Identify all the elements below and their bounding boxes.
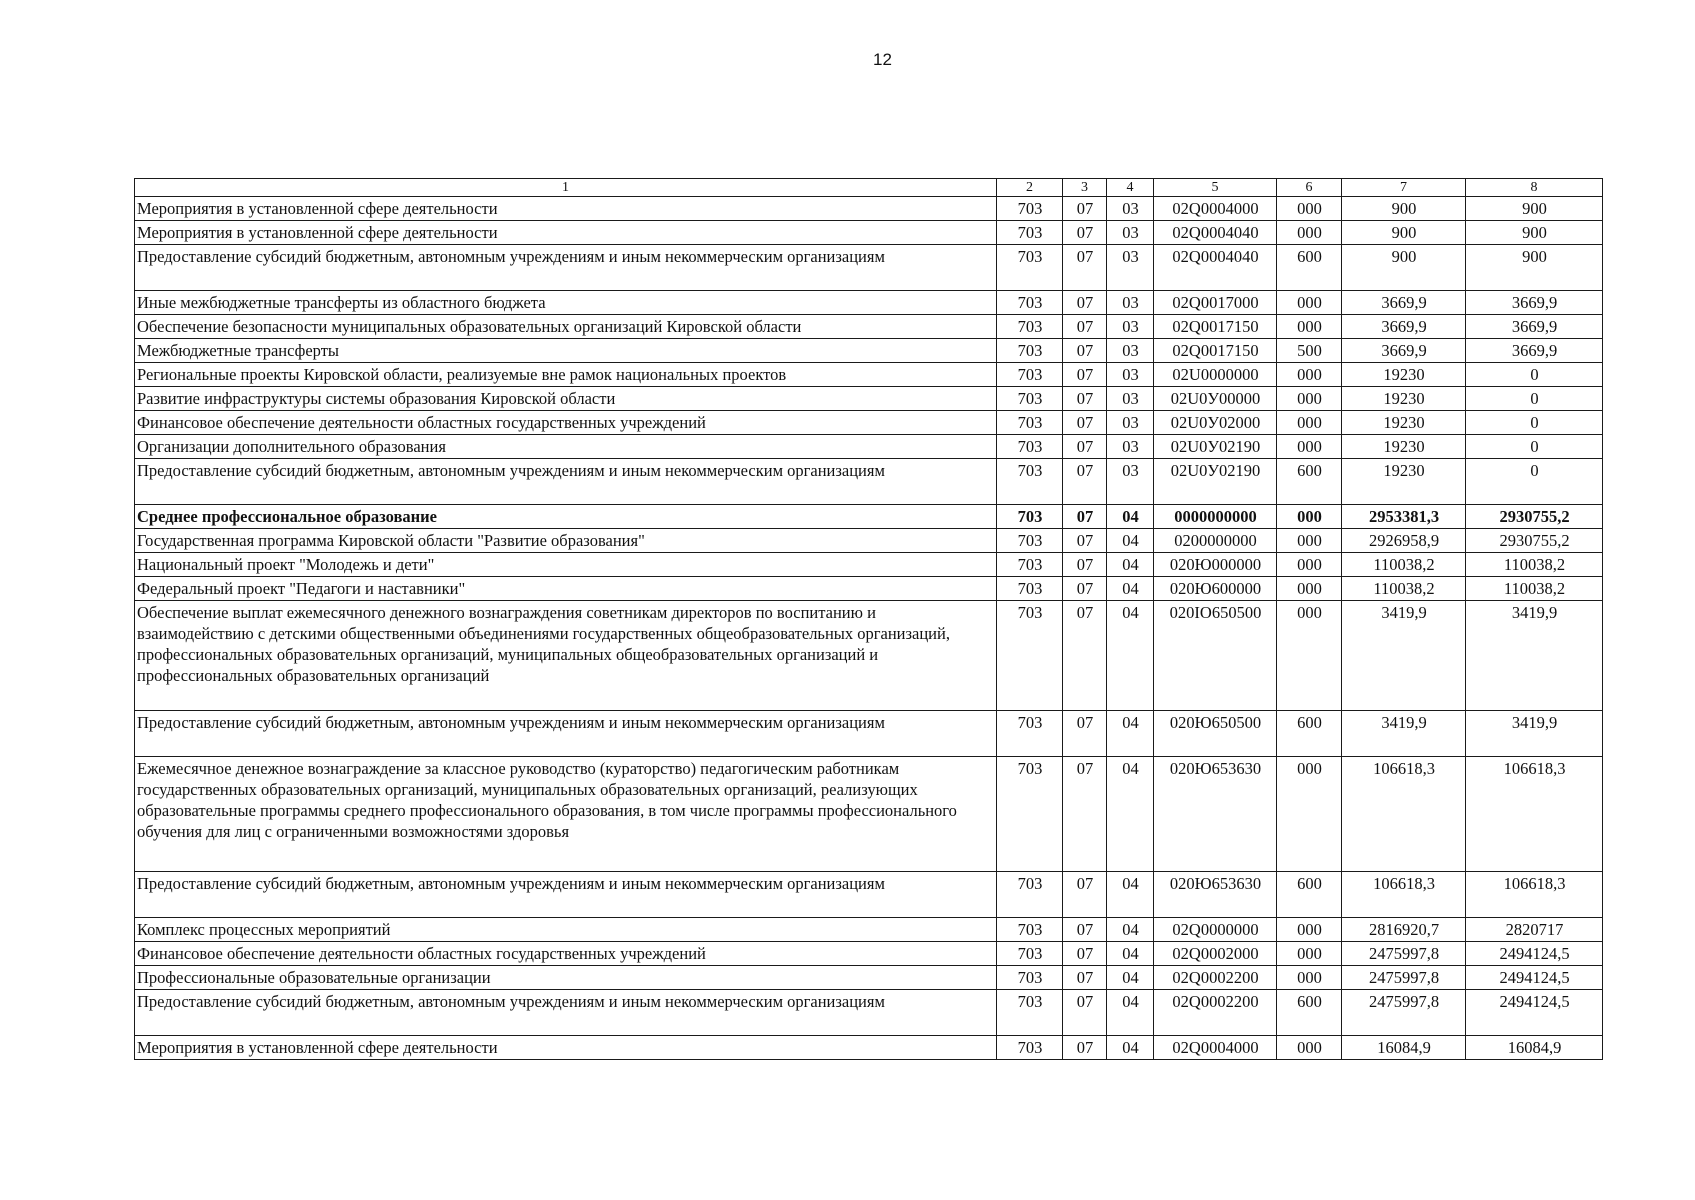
column-5-cell: 0000000000 <box>1154 505 1277 529</box>
column-5-cell: 02Q0002200 <box>1154 990 1277 1036</box>
column-2-cell: 703 <box>997 918 1063 942</box>
column-3-cell: 07 <box>1063 245 1107 291</box>
column-6-cell: 000 <box>1277 553 1342 577</box>
row-name-cell: Региональные проекты Кировской области, реализуемые вне рамок национальных проектов <box>135 363 997 387</box>
column-7-cell: 3419,9 <box>1342 711 1466 757</box>
column-2-cell: 703 <box>997 1036 1063 1060</box>
column-5-cell: 02U0У00000 <box>1154 387 1277 411</box>
column-6-cell: 000 <box>1277 577 1342 601</box>
column-3-cell: 07 <box>1063 990 1107 1036</box>
table-row <box>135 577 1603 601</box>
row-name-cell: Межбюджетные трансферты <box>135 339 997 363</box>
column-4-cell: 04 <box>1107 505 1154 529</box>
column-5-cell: 020Ю600000 <box>1154 577 1277 601</box>
column-8-cell: 0 <box>1466 435 1603 459</box>
table-row <box>135 918 1603 942</box>
column-6-cell: 600 <box>1277 711 1342 757</box>
table-row <box>135 315 1603 339</box>
column-4-cell: 04 <box>1107 601 1154 711</box>
column-7-cell: 110038,2 <box>1342 577 1466 601</box>
column-8-cell: 3419,9 <box>1466 711 1603 757</box>
column-6-cell: 000 <box>1277 942 1342 966</box>
row-name-cell: Предоставление субсидий бюджетным, автономным учреждениям и иным некоммерческим организациям <box>135 459 997 505</box>
column-7-cell: 16084,9 <box>1342 1036 1466 1060</box>
column-2-cell: 703 <box>997 872 1063 918</box>
column-5-cell: 02Q0017150 <box>1154 339 1277 363</box>
column-2-cell: 703 <box>997 339 1063 363</box>
page-number: 12 <box>873 50 892 69</box>
column-8-cell: 900 <box>1466 245 1603 291</box>
column-6-cell: 000 <box>1277 197 1342 221</box>
column-7-cell: 2816920,7 <box>1342 918 1466 942</box>
column-4-cell: 04 <box>1107 1036 1154 1060</box>
column-5-cell: 02Q0017000 <box>1154 291 1277 315</box>
column-3-cell: 07 <box>1063 757 1107 872</box>
row-name-cell: Предоставление субсидий бюджетным, автономным учреждениям и иным некоммерческим организациям <box>135 990 997 1036</box>
column-3-cell: 07 <box>1063 315 1107 339</box>
table-row <box>135 459 1603 505</box>
column-7-cell: 3669,9 <box>1342 291 1466 315</box>
column-6-cell: 500 <box>1277 339 1342 363</box>
column-2-cell: 703 <box>997 411 1063 435</box>
column-6-cell: 600 <box>1277 990 1342 1036</box>
header-cell: 3 <box>1063 179 1107 197</box>
column-6-cell: 600 <box>1277 245 1342 291</box>
column-3-cell: 07 <box>1063 918 1107 942</box>
column-3-cell: 07 <box>1063 221 1107 245</box>
table-row <box>135 291 1603 315</box>
column-3-cell: 07 <box>1063 529 1107 553</box>
row-name-cell: Национальный проект "Молодежь и дети" <box>135 553 997 577</box>
column-8-cell: 0 <box>1466 363 1603 387</box>
column-3-cell: 07 <box>1063 966 1107 990</box>
row-name-cell: Государственная программа Кировской области "Развитие образования" <box>135 529 997 553</box>
column-8-cell: 2930755,2 <box>1466 505 1603 529</box>
column-6-cell: 000 <box>1277 1036 1342 1060</box>
column-5-cell: 02U0У02190 <box>1154 459 1277 505</box>
row-name-cell: Организации дополнительного образования <box>135 435 997 459</box>
row-name-cell: Финансовое обеспечение деятельности областных государственных учреждений <box>135 411 997 435</box>
column-8-cell: 106618,3 <box>1466 872 1603 918</box>
column-2-cell: 703 <box>997 577 1063 601</box>
row-name-cell: Профессиональные образовательные организации <box>135 966 997 990</box>
column-7-cell: 19230 <box>1342 459 1466 505</box>
column-3-cell: 07 <box>1063 553 1107 577</box>
column-6-cell: 600 <box>1277 459 1342 505</box>
table-row <box>135 197 1603 221</box>
column-5-cell: 02Q0004000 <box>1154 1036 1277 1060</box>
column-3-cell: 07 <box>1063 505 1107 529</box>
column-7-cell: 2475997,8 <box>1342 942 1466 966</box>
column-3-cell: 07 <box>1063 339 1107 363</box>
row-name-cell: Обеспечение выплат ежемесячного денежного вознаграждения советникам директоров по воспитанию и взаимодействию с детскими общественными объединениями государственных общеобразовательных организаций, профессиональных образовательных организаций, муниципальных общеобразовательных организаций и профессиональных образовательных организаций <box>135 601 997 711</box>
column-4-cell: 03 <box>1107 291 1154 315</box>
column-8-cell: 2494124,5 <box>1466 942 1603 966</box>
column-4-cell: 04 <box>1107 918 1154 942</box>
table-row <box>135 221 1603 245</box>
column-5-cell: 020IO650500 <box>1154 601 1277 711</box>
column-5-cell: 02U0000000 <box>1154 363 1277 387</box>
column-2-cell: 703 <box>997 711 1063 757</box>
row-name-cell: Финансовое обеспечение деятельности областных государственных учреждений <box>135 942 997 966</box>
column-3-cell: 07 <box>1063 872 1107 918</box>
column-6-cell: 000 <box>1277 363 1342 387</box>
column-2-cell: 703 <box>997 291 1063 315</box>
column-4-cell: 04 <box>1107 711 1154 757</box>
header-cell: 8 <box>1466 179 1603 197</box>
column-5-cell: 02Q0004040 <box>1154 245 1277 291</box>
table-row <box>135 363 1603 387</box>
column-2-cell: 703 <box>997 990 1063 1036</box>
table-row <box>135 435 1603 459</box>
column-4-cell: 04 <box>1107 529 1154 553</box>
column-5-cell: 020Ю653630 <box>1154 757 1277 872</box>
column-3-cell: 07 <box>1063 197 1107 221</box>
column-8-cell: 2494124,5 <box>1466 990 1603 1036</box>
column-3-cell: 07 <box>1063 1036 1107 1060</box>
row-name-cell: Развитие инфраструктуры системы образования Кировской области <box>135 387 997 411</box>
column-6-cell: 000 <box>1277 529 1342 553</box>
column-6-cell: 600 <box>1277 872 1342 918</box>
column-4-cell: 03 <box>1107 435 1154 459</box>
column-5-cell: 020Ю000000 <box>1154 553 1277 577</box>
table-row <box>135 872 1603 918</box>
column-7-cell: 2953381,3 <box>1342 505 1466 529</box>
budget-table <box>134 178 1603 1060</box>
table-row <box>135 553 1603 577</box>
column-5-cell: 0200000000 <box>1154 529 1277 553</box>
row-name-cell: Комплекс процессных мероприятий <box>135 918 997 942</box>
row-name-cell: Предоставление субсидий бюджетным, автономным учреждениям и иным некоммерческим организациям <box>135 245 997 291</box>
table-row <box>135 1036 1603 1060</box>
column-8-cell: 0 <box>1466 411 1603 435</box>
column-6-cell: 000 <box>1277 411 1342 435</box>
column-8-cell: 2930755,2 <box>1466 529 1603 553</box>
column-2-cell: 703 <box>997 757 1063 872</box>
column-7-cell: 2475997,8 <box>1342 990 1466 1036</box>
column-4-cell: 04 <box>1107 990 1154 1036</box>
column-8-cell: 110038,2 <box>1466 553 1603 577</box>
column-6-cell: 000 <box>1277 387 1342 411</box>
column-6-cell: 000 <box>1277 918 1342 942</box>
column-8-cell: 0 <box>1466 459 1603 505</box>
row-name-cell: Обеспечение безопасности муниципальных образовательных организаций Кировской области <box>135 315 997 339</box>
table-row <box>135 990 1603 1036</box>
table-row <box>135 601 1603 711</box>
column-7-cell: 900 <box>1342 197 1466 221</box>
table-row <box>135 711 1603 757</box>
column-3-cell: 07 <box>1063 291 1107 315</box>
column-2-cell: 703 <box>997 459 1063 505</box>
column-2-cell: 703 <box>997 553 1063 577</box>
column-7-cell: 2926958,9 <box>1342 529 1466 553</box>
column-8-cell: 0 <box>1466 387 1603 411</box>
row-name-cell: Ежемесячное денежное вознаграждение за классное руководство (кураторство) педагогическим работникам государственных образовательных организаций, муниципальных образовательных организаций, реализующих образовательные программы среднего профессионального образования, в том числе программы профессионального обучения для лиц с ограниченными возможностями здоровья <box>135 757 997 872</box>
column-7-cell: 3669,9 <box>1342 339 1466 363</box>
column-7-cell: 19230 <box>1342 387 1466 411</box>
column-2-cell: 703 <box>997 363 1063 387</box>
column-2-cell: 703 <box>997 221 1063 245</box>
column-4-cell: 04 <box>1107 872 1154 918</box>
column-4-cell: 04 <box>1107 553 1154 577</box>
column-5-cell: 02Q0004040 <box>1154 221 1277 245</box>
column-2-cell: 703 <box>997 601 1063 711</box>
column-2-cell: 703 <box>997 315 1063 339</box>
column-8-cell: 3669,9 <box>1466 339 1603 363</box>
column-2-cell: 703 <box>997 966 1063 990</box>
row-name-cell: Среднее профессиональное образование <box>135 505 997 529</box>
column-2-cell: 703 <box>997 529 1063 553</box>
column-5-cell: 02Q0000000 <box>1154 918 1277 942</box>
column-5-cell: 02Q0002200 <box>1154 966 1277 990</box>
column-8-cell: 3419,9 <box>1466 601 1603 711</box>
column-3-cell: 07 <box>1063 387 1107 411</box>
row-name-cell: Мероприятия в установленной сфере деятельности <box>135 197 997 221</box>
column-7-cell: 19230 <box>1342 411 1466 435</box>
table-row <box>135 966 1603 990</box>
column-3-cell: 07 <box>1063 942 1107 966</box>
column-3-cell: 07 <box>1063 411 1107 435</box>
column-7-cell: 3669,9 <box>1342 315 1466 339</box>
column-6-cell: 000 <box>1277 435 1342 459</box>
column-7-cell: 3419,9 <box>1342 601 1466 711</box>
column-2-cell: 703 <box>997 245 1063 291</box>
column-2-cell: 703 <box>997 435 1063 459</box>
header-cell: 4 <box>1107 179 1154 197</box>
header-cell: 6 <box>1277 179 1342 197</box>
row-name-cell: Федеральный проект "Педагоги и наставники" <box>135 577 997 601</box>
column-8-cell: 106618,3 <box>1466 757 1603 872</box>
header-cell: 5 <box>1154 179 1277 197</box>
column-2-cell: 703 <box>997 505 1063 529</box>
column-7-cell: 2475997,8 <box>1342 966 1466 990</box>
column-5-cell: 02Q0004000 <box>1154 197 1277 221</box>
column-5-cell: 02Q0017150 <box>1154 315 1277 339</box>
column-6-cell: 000 <box>1277 601 1342 711</box>
column-5-cell: 02U0У02190 <box>1154 435 1277 459</box>
table-row <box>135 529 1603 553</box>
column-4-cell: 04 <box>1107 757 1154 872</box>
row-name-cell: Предоставление субсидий бюджетным, автономным учреждениям и иным некоммерческим организациям <box>135 711 997 757</box>
column-6-cell: 000 <box>1277 966 1342 990</box>
column-4-cell: 04 <box>1107 966 1154 990</box>
column-7-cell: 900 <box>1342 221 1466 245</box>
column-8-cell: 110038,2 <box>1466 577 1603 601</box>
column-5-cell: 02U0У02000 <box>1154 411 1277 435</box>
row-name-cell: Иные межбюджетные трансферты из областного бюджета <box>135 291 997 315</box>
column-8-cell: 2494124,5 <box>1466 966 1603 990</box>
table-row <box>135 339 1603 363</box>
column-3-cell: 07 <box>1063 459 1107 505</box>
column-7-cell: 19230 <box>1342 363 1466 387</box>
column-6-cell: 000 <box>1277 291 1342 315</box>
column-4-cell: 03 <box>1107 339 1154 363</box>
column-2-cell: 703 <box>997 942 1063 966</box>
column-7-cell: 106618,3 <box>1342 757 1466 872</box>
column-4-cell: 03 <box>1107 221 1154 245</box>
row-name-cell: Мероприятия в установленной сфере деятельности <box>135 221 997 245</box>
column-8-cell: 2820717 <box>1466 918 1603 942</box>
header-cell: 2 <box>997 179 1063 197</box>
column-3-cell: 07 <box>1063 711 1107 757</box>
table-row <box>135 411 1603 435</box>
row-name-cell: Предоставление субсидий бюджетным, автономным учреждениям и иным некоммерческим организациям <box>135 872 997 918</box>
table-row <box>135 757 1603 872</box>
column-4-cell: 04 <box>1107 577 1154 601</box>
column-8-cell: 900 <box>1466 221 1603 245</box>
column-3-cell: 07 <box>1063 435 1107 459</box>
column-2-cell: 703 <box>997 387 1063 411</box>
column-3-cell: 07 <box>1063 601 1107 711</box>
column-4-cell: 03 <box>1107 459 1154 505</box>
column-4-cell: 03 <box>1107 245 1154 291</box>
column-4-cell: 03 <box>1107 411 1154 435</box>
column-4-cell: 03 <box>1107 197 1154 221</box>
column-5-cell: 02Q0002000 <box>1154 942 1277 966</box>
column-8-cell: 16084,9 <box>1466 1036 1603 1060</box>
table-row <box>135 505 1603 529</box>
column-7-cell: 110038,2 <box>1342 553 1466 577</box>
column-7-cell: 106618,3 <box>1342 872 1466 918</box>
header-cell: 7 <box>1342 179 1466 197</box>
column-7-cell: 900 <box>1342 245 1466 291</box>
column-7-cell: 19230 <box>1342 435 1466 459</box>
table-row <box>135 387 1603 411</box>
column-3-cell: 07 <box>1063 577 1107 601</box>
column-8-cell: 3669,9 <box>1466 315 1603 339</box>
column-5-cell: 020Ю653630 <box>1154 872 1277 918</box>
column-6-cell: 000 <box>1277 315 1342 339</box>
row-name-cell: Мероприятия в установленной сфере деятельности <box>135 1036 997 1060</box>
column-2-cell: 703 <box>997 197 1063 221</box>
column-5-cell: 020Ю650500 <box>1154 711 1277 757</box>
header-cell: 1 <box>135 179 997 197</box>
table-row <box>135 245 1603 291</box>
column-6-cell: 000 <box>1277 221 1342 245</box>
column-8-cell: 3669,9 <box>1466 291 1603 315</box>
column-4-cell: 04 <box>1107 942 1154 966</box>
table-body <box>135 197 1603 1060</box>
column-4-cell: 03 <box>1107 387 1154 411</box>
table-header-row <box>135 179 1603 197</box>
column-3-cell: 07 <box>1063 363 1107 387</box>
column-6-cell: 000 <box>1277 505 1342 529</box>
column-6-cell: 000 <box>1277 757 1342 872</box>
column-8-cell: 900 <box>1466 197 1603 221</box>
table-row <box>135 942 1603 966</box>
column-4-cell: 03 <box>1107 363 1154 387</box>
column-4-cell: 03 <box>1107 315 1154 339</box>
